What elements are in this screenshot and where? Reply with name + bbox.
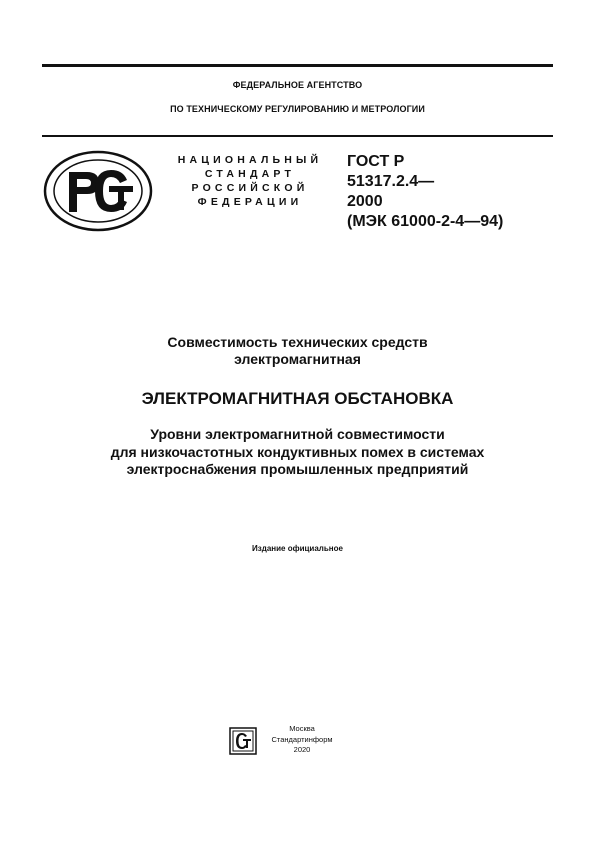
- agency-name-line-2: ПО ТЕХНИЧЕСКОМУ РЕГУЛИРОВАНИЮ И МЕТРОЛОГИИ: [170, 104, 425, 114]
- standard-type-line: РОССИЙСКОЙ: [191, 182, 309, 194]
- publisher-year: 2020: [293, 745, 311, 754]
- document-title-specific: [42, 426, 553, 479]
- publisher-info: [262, 724, 342, 756]
- title-line: Совместимость технических средств: [167, 334, 428, 350]
- designation-line: 51317.2.4—: [347, 173, 435, 190]
- standard-type: [160, 153, 340, 209]
- publisher-city: Москва: [289, 724, 315, 733]
- standard-type-line: СТАНДАРТ: [204, 168, 296, 180]
- title-line: для низкочастотных кондуктивных помех в системах: [110, 443, 485, 460]
- publisher-logo-icon: [229, 727, 257, 755]
- designation-line: (МЭК 61000-2-4—94): [347, 213, 504, 230]
- document-title-general: [42, 334, 553, 368]
- header-rule: [42, 135, 553, 137]
- document-title-main: ЭЛЕКТРОМАГНИТНАЯ ОБСТАНОВКА: [141, 389, 454, 408]
- standard-type-line: ФЕДЕРАЦИИ: [197, 196, 303, 208]
- designation-line: 2000: [347, 193, 383, 210]
- standard-type-line: НАЦИОНАЛЬНЫЙ: [177, 154, 323, 166]
- agency-name-line-1: ФЕДЕРАЛЬНОЕ АГЕНТСТВО: [232, 80, 363, 90]
- publisher-name: Стандартинформ: [271, 734, 333, 744]
- standard-designation: [347, 152, 503, 232]
- title-line: электромагнитная: [234, 351, 361, 367]
- title-line: Уровни электромагнитной совместимости: [150, 426, 445, 442]
- edition-label: Издание официальное: [252, 544, 343, 553]
- top-rule: [42, 64, 553, 67]
- title-line: электроснабжения промышленных предприятий: [126, 461, 469, 477]
- rst-logo-icon: [43, 150, 153, 232]
- designation-line: ГОСТ Р: [347, 153, 405, 170]
